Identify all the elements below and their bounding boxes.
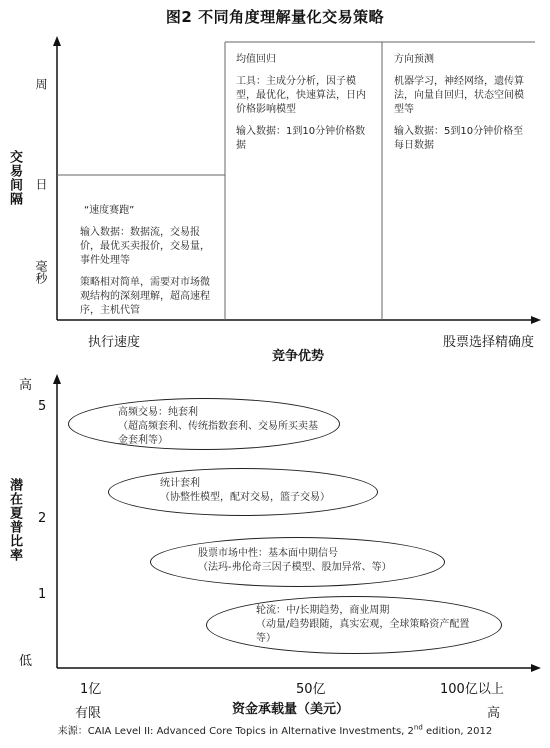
ellipse-rot-body: （动量/趋势跟随，真实宏观，全球策略资产配置等） [256,619,470,644]
source-sup: nd [413,723,423,732]
ellipse-hft-text [118,406,318,448]
ellipse-mn-text [198,547,418,575]
top-y-tick-ms: 毫秒 [34,260,48,284]
bottom-x-arrow [531,664,541,672]
bottom-x-axis-title: 资金承载量（美元） [232,702,350,717]
bottom-y-axis-title: 潜在夏普比率 [7,478,22,562]
bottom-y-tick-2: 2 [38,511,47,526]
source-suffix: edition, 2012 [422,726,493,737]
cell-hft-title: “速度赛跑” [84,205,135,216]
top-y-arrow [53,36,61,46]
ellipse-stat-title: 统计套利 [160,478,200,489]
ellipse-stat-text [160,477,350,505]
ellipse-mn-title: 股票市场中性：基本面中期信号 [198,548,338,559]
bottom-y-tick-5: 5 [38,399,47,414]
cell-direction [394,53,530,161]
bottom-x-tick-5b: 50亿 [296,682,326,697]
cell-mean-reversion [236,53,374,161]
ellipse-hft-title: 高频交易：纯套利 [118,407,198,418]
cell-dir-tools: 机器学习，神经网络，遗传算法，向量自回归，状态空间模型等 [394,76,524,115]
ellipse-stat-body: （协整性模型，配对交易，篮子交易） [160,492,330,503]
top-y-axis-title: 交易间隔 [7,150,22,206]
bottom-y-low: 低 [19,654,33,669]
top-x-axis-title: 竞争优势 [272,349,325,364]
bottom-y-tick-1: 1 [38,587,47,602]
bottom-x-limited: 有限 [75,706,102,721]
top-x-arrow [531,316,541,324]
cell-mr-title: 均值回归 [236,54,276,65]
cell-dir-title: 方向预测 [394,54,434,65]
top-y-tick-day: 日 [34,178,48,190]
figure-title: 图2 不同角度理解量化交易策略 [165,8,385,26]
cell-hft-strategy: 策略相对简单，需要对市场微观结构的深刻理解，超高速程序，主机代管 [80,277,210,316]
source-prefix: 来源：CAIA Level II: Advanced Core Topics in Alternative Investments, 2 [57,726,414,737]
bottom-y-arrow [53,374,61,384]
bottom-x-high: 高 [487,706,501,721]
cell-dir-input: 输入数据：5到10分钟价格至每日数据 [394,126,524,151]
bottom-x-tick-100m: 1亿 [80,682,102,697]
ellipse-rot-title: 轮流：中/长期趋势，商业周期 [256,605,390,616]
top-x-left-label: 执行速度 [88,335,141,350]
bottom-y-high: 高 [19,378,33,393]
ellipse-mn-body: （法玛-弗伦奇三因子模型、股加异常、等） [198,562,392,573]
ellipse-rot-text [256,604,471,646]
top-y-tick-week: 周 [34,78,48,90]
top-x-right-label: 股票选择精确度 [443,335,535,350]
cell-mr-tools: 工具：主成分分析，因子模型，最优化，快速算法，日内价格影响模型 [236,76,366,115]
source-note [0,722,550,737]
cell-mr-input: 输入数据：1到10分钟价格数据 [236,126,366,151]
cell-hft-input: 输入数据：数据流，交易报价，最优买卖报价，交易量，事件处理等 [80,227,210,266]
ellipse-hft-body: （超高频套利、传统指数套利、交易所买卖基金套利等） [118,421,318,446]
cell-hft [80,204,216,326]
bottom-x-tick-10b: 100亿以上 [440,682,504,697]
